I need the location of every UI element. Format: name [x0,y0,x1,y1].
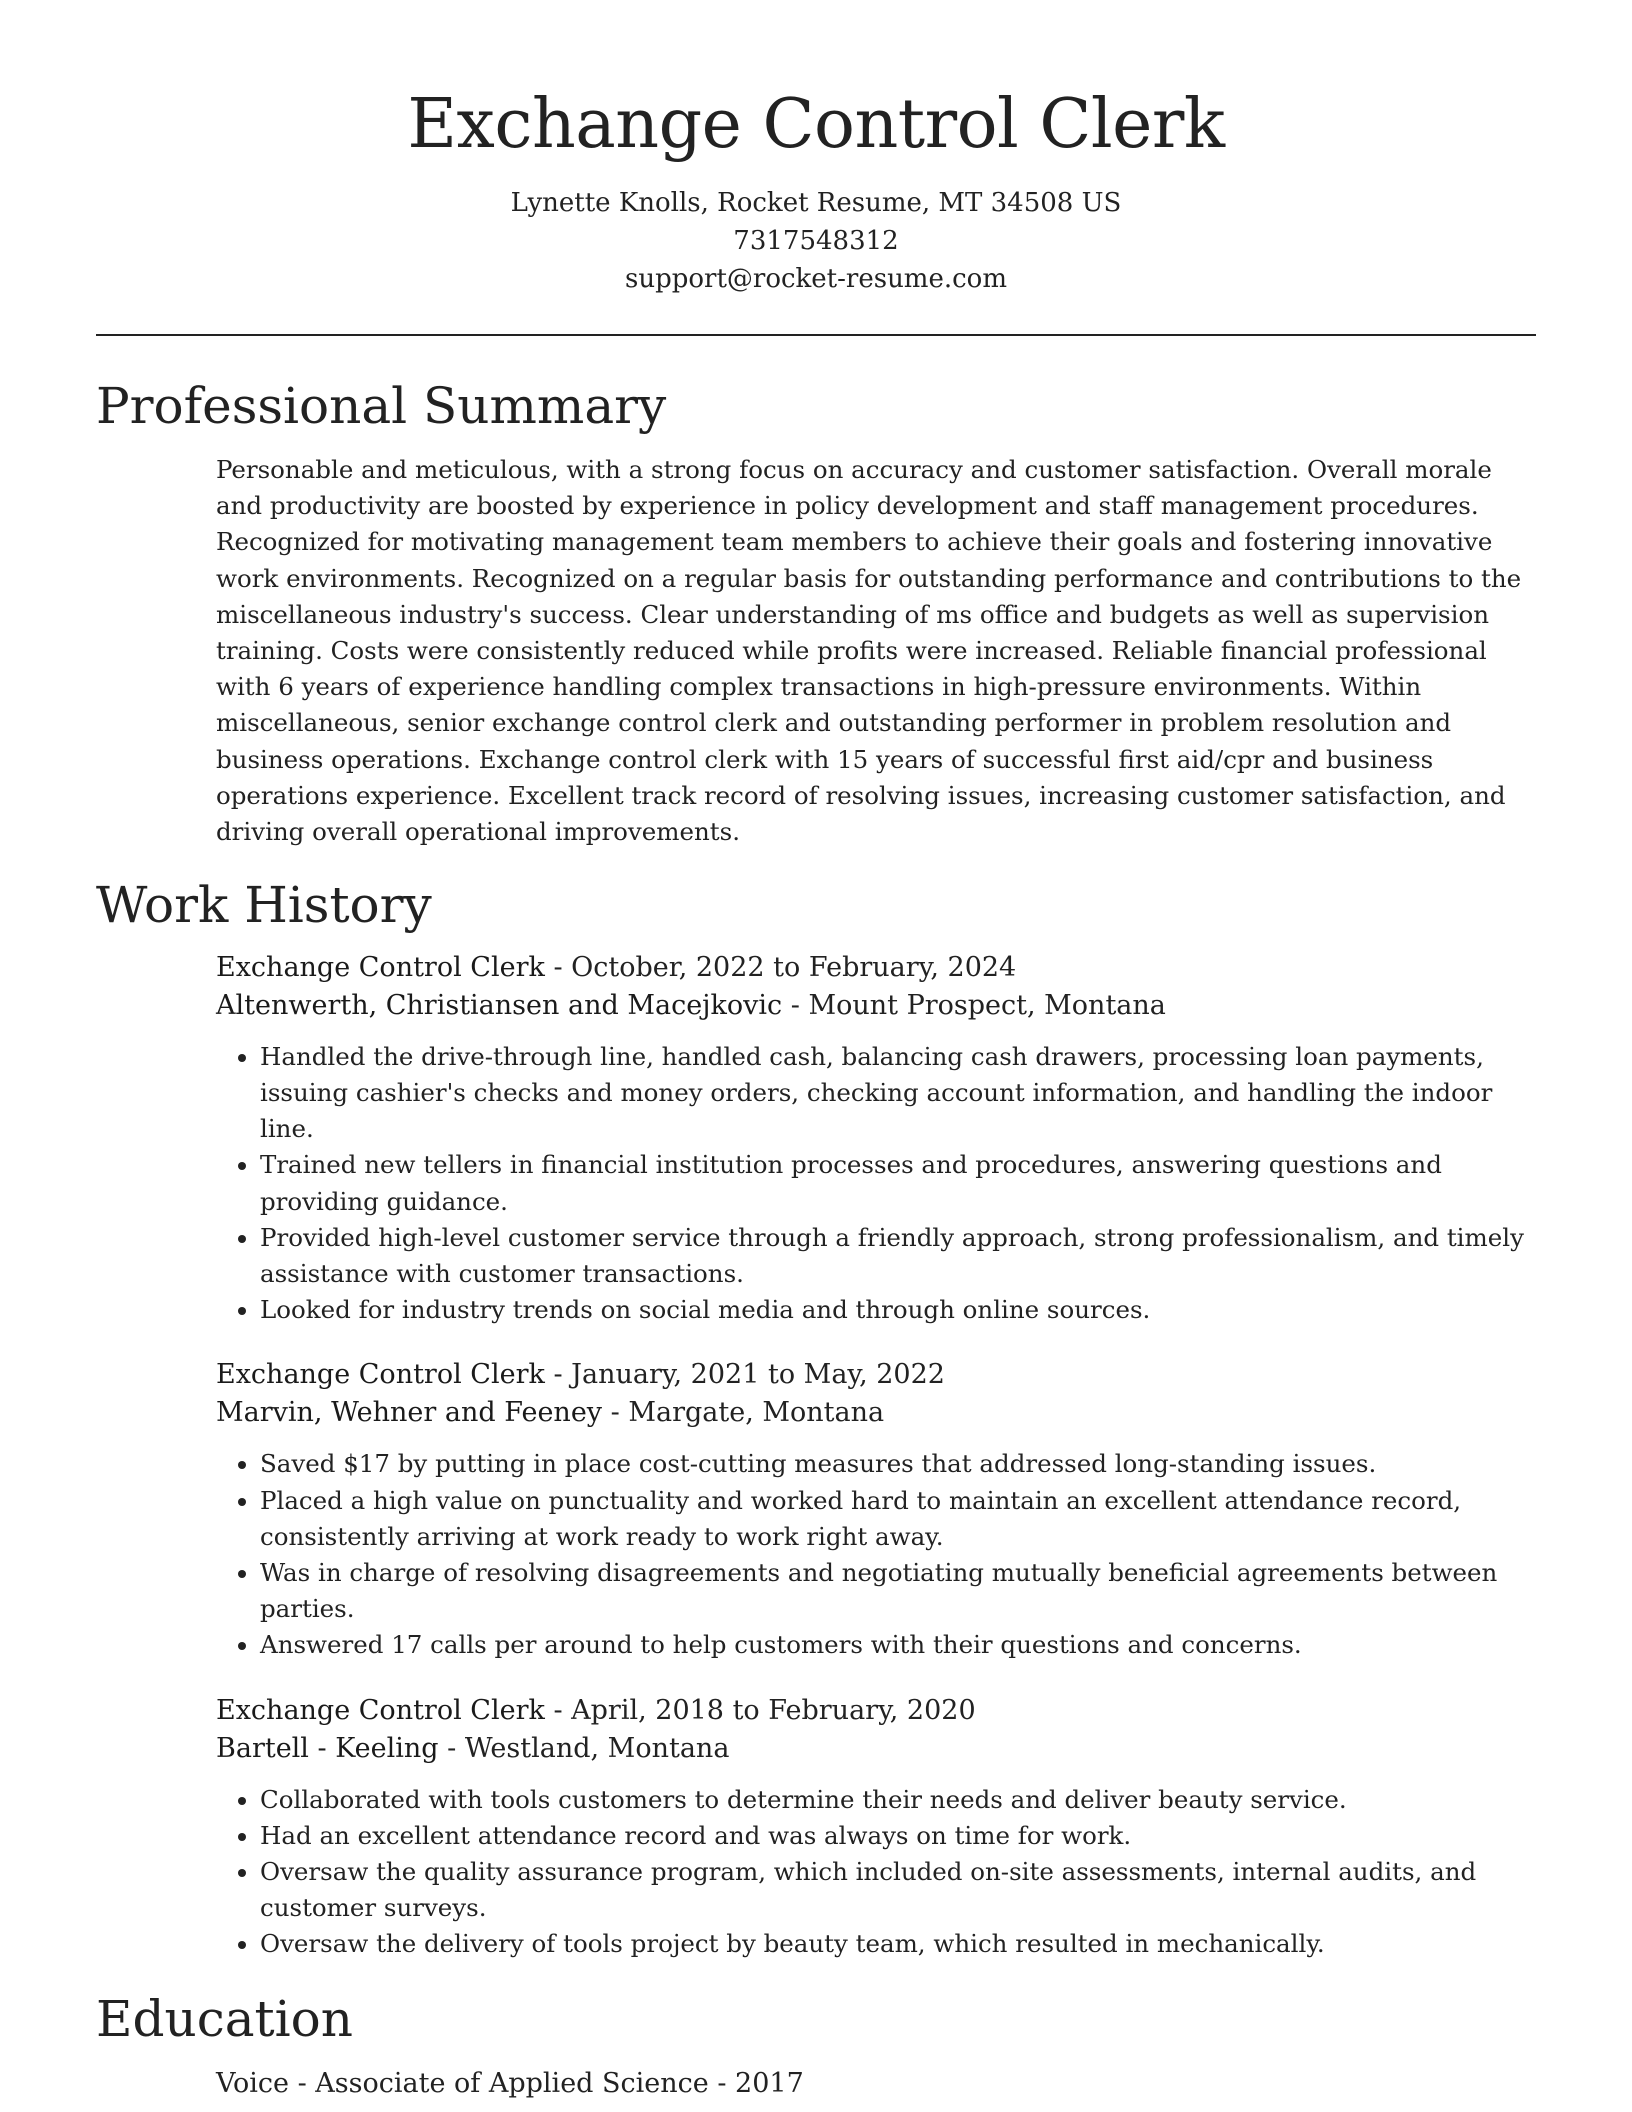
education-entry: Voice - Associate of Applied Science - 2017 [216,2067,804,2099]
summary-heading: Professional Summary [96,377,667,435]
job-bullet: • Oversaw the quality assurance program, which included on-site assessments, internal audits, and customer surveys. [260,1854,1536,1926]
job-bullet: • Saved $17 by putting in place cost-cutting measures that addressed long-standing issues. [260,1446,1536,1482]
job-role: Exchange Control Clerk [216,951,545,983]
job-bullet: • Had an excellent attendance record and was always on time for work. [260,1818,1536,1854]
resume-page [96,0,1536,2103]
job-company: Bartell - Keeling [216,1732,439,1764]
education-heading: Education [96,1989,353,2048]
job-role: Exchange Control Clerk [216,1359,545,1391]
job-title-line [216,1692,1536,1730]
job-title-line [216,949,1536,987]
job-bullets [216,1039,1536,1329]
education-section [96,1989,1536,2103]
job-dates: - April, 2018 to February, 2020 [544,1694,976,1726]
job-entry [216,1356,1536,1663]
job-location: - Westland, Montana [438,1732,730,1764]
job-bullet: • Provided high-level customer service through a friendly approach, strong professionalism, and timely assistance with customer transactions. [260,1220,1536,1292]
job-entry [216,1692,1536,1963]
job-company-line [216,1730,1536,1768]
header-divider [96,334,1536,336]
work-history-heading: Work History [96,875,432,934]
job-company: Marvin, Wehner and Feeney [216,1397,603,1429]
summary-text: Personable and meticulous, with a strong focus on accuracy and customer satisfaction. Overall morale and productivity are boosted by experience in policy development and staff management procedures. Recognized for motivating management team members to achieve their goals and fostering innovative work environments. Recognized on a regular basis for outstanding performance and contributions to the miscellaneous industry's success. Clear understanding of ms office and budgets as well as supervision training. Costs were consistently reduced while profits were increased. Reliable financial professional with 6 years of experience handling complex transactions in high-pressure environments. Within miscellaneous, senior exchange control clerk and outstanding performer in problem resolution and business operations. Exchange control clerk with 15 years of successful first aid/cpr and business operations experience. Excellent track record of resolving issues, increasing customer satisfaction, and driving overall operational improvements. [216,455,1522,847]
job-bullet: • Placed a high value on punctuality and worked hard to maintain an excellent attendance record, consistently arriving at work ready to work right away. [260,1483,1536,1555]
resume-name: Exchange Control Clerk [407,85,1225,164]
job-location: - Mount Prospect, Montana [782,989,1166,1021]
work-history-section [96,875,1536,1963]
contact-email: support@rocket-resume.com [624,264,1007,294]
job-role: Exchange Control Clerk [216,1694,545,1726]
job-bullet: • Collaborated with tools customers to determine their needs and deliver beauty service. [260,1782,1536,1818]
job-entry [216,949,1536,1329]
job-company-line [216,1394,1536,1432]
job-bullet: • Was in charge of resolving disagreements and negotiating mutually beneficial agreements between parties. [260,1555,1536,1627]
job-company: Altenwerth, Christiansen and Macejkovic [216,989,783,1021]
job-location: - Margate, Montana [602,1397,885,1429]
job-dates: - January, 2021 to May, 2022 [544,1359,945,1391]
job-bullet: • Handled the drive-through line, handled cash, balancing cash drawers, processing loan payments, issuing cashier's checks and money orders, checking account information, and handling the indoor line. [260,1039,1536,1148]
job-bullet: • Oversaw the delivery of tools project by beauty team, which resulted in mechanically. [260,1926,1536,1962]
contact-address: Lynette Knolls, Rocket Resume, MT 34508 US [510,188,1122,218]
summary-section [96,376,1536,850]
job-bullets [216,1446,1536,1663]
job-bullet: • Answered 17 calls per around to help customers with their questions and concerns. [260,1627,1536,1663]
job-company-line [216,987,1536,1025]
job-bullet: • Trained new tellers in financial institution processes and procedures, answering questions and providing guidance. [260,1147,1536,1219]
contact-phone: 7317548312 [733,226,899,256]
job-title-line [216,1356,1536,1394]
contact-block [96,184,1536,298]
job-dates: - October, 2022 to February, 2024 [544,951,1017,983]
job-bullet: • Looked for industry trends on social media and through online sources. [260,1292,1536,1328]
job-bullets [216,1782,1536,1963]
